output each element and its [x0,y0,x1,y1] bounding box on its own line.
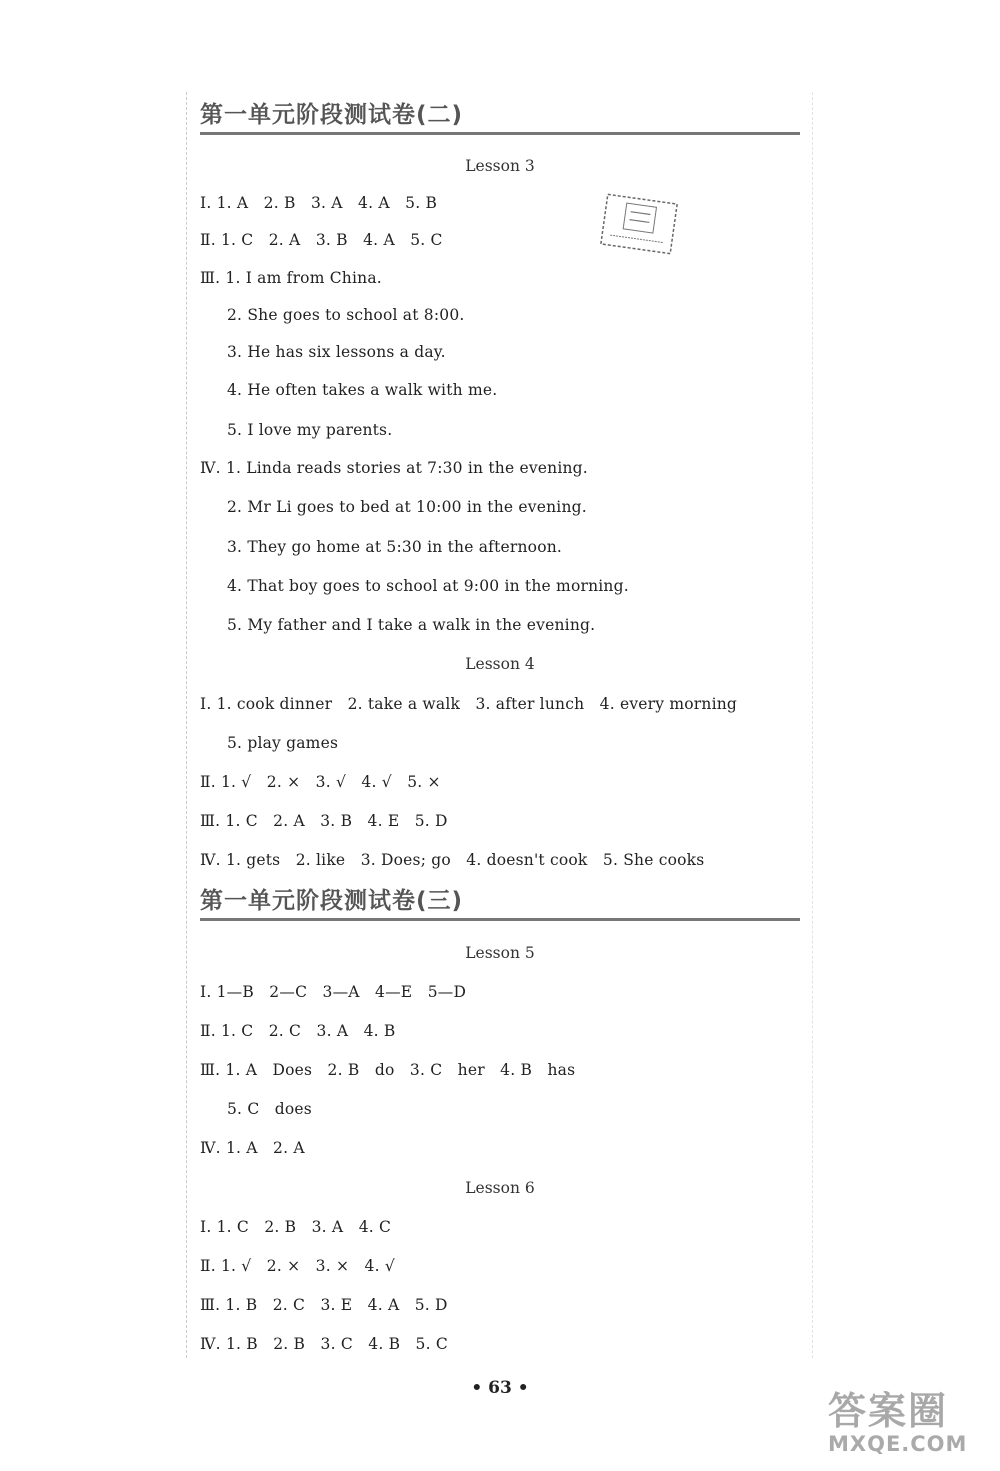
answer-line: Ⅱ. 1. √ 2. × 3. √ 4. √ 5. × [200,773,441,791]
right-margin-line [812,92,813,1358]
watermark-logo: 答案圈 [828,1389,949,1433]
answer-line: Ⅳ. 1. gets 2. like 3. Does; go 4. doesn't cook 5. She cooks [200,851,705,869]
answer-line: Ⅱ. 1. C 2. C 3. A 4. B [200,1022,396,1040]
left-margin-line [186,92,187,1358]
answer-line: 5. play games [227,734,339,752]
answer-line: Ⅰ. 1. A 2. B 3. A 4. A 5. B [200,194,438,212]
answer-line: 4. That boy goes to school at 9:00 in the morning. [227,577,629,595]
stamp-icon [594,190,683,259]
answer-line: Ⅰ. 1—B 2—C 3—A 4—E 5—D [200,983,467,1001]
lesson-4-heading: Lesson 4 [465,655,535,673]
answer-line: 5. C does [227,1100,312,1118]
answer-line: 4. He often takes a walk with me. [227,381,498,399]
section-title-2: 第一单元阶段测试卷(二) [200,100,800,135]
answer-line: Ⅲ. 1. I am from China. [200,269,382,287]
answer-line: Ⅲ. 1. C 2. A 3. B 4. E 5. D [200,812,448,830]
answer-line: 5. My father and I take a walk in the evening. [227,616,596,634]
answer-line: 2. Mr Li goes to bed at 10:00 in the evening. [227,498,587,516]
section-title-3: 第一单元阶段测试卷(三) [200,886,800,921]
lesson-5-heading: Lesson 5 [465,944,535,962]
answer-line: Ⅱ. 1. √ 2. × 3. × 4. √ [200,1257,395,1275]
lesson-3-heading: Lesson 3 [465,157,535,175]
answer-line: Ⅲ. 1. A Does 2. B do 3. C her 4. B has [200,1061,576,1079]
answer-line: Ⅳ. 1. Linda reads stories at 7:30 in the evening. [200,459,588,477]
answer-line: Ⅳ. 1. B 2. B 3. C 4. B 5. C [200,1335,448,1353]
answer-line: Ⅲ. 1. B 2. C 3. E 4. A 5. D [200,1296,448,1314]
lesson-6-heading: Lesson 6 [465,1179,535,1197]
answer-line: 3. He has six lessons a day. [227,343,446,361]
answer-line: Ⅰ. 1. C 2. B 3. A 4. C [200,1218,392,1236]
watermark [820,1380,990,1465]
answer-line: 3. They go home at 5:30 in the afternoon. [227,538,563,556]
watermark-site: MXQE.COM [828,1432,968,1456]
answer-line: Ⅰ. 1. cook dinner 2. take a walk 3. after lunch 4. every morning [200,695,738,713]
answer-line: Ⅱ. 1. C 2. A 3. B 4. A 5. C [200,231,443,249]
page-number: • 63 • [471,1378,529,1398]
answer-line: 2. She goes to school at 8:00. [227,306,465,324]
answer-line: 5. I love my parents. [227,421,393,439]
answer-line: Ⅳ. 1. A 2. A [200,1139,305,1157]
